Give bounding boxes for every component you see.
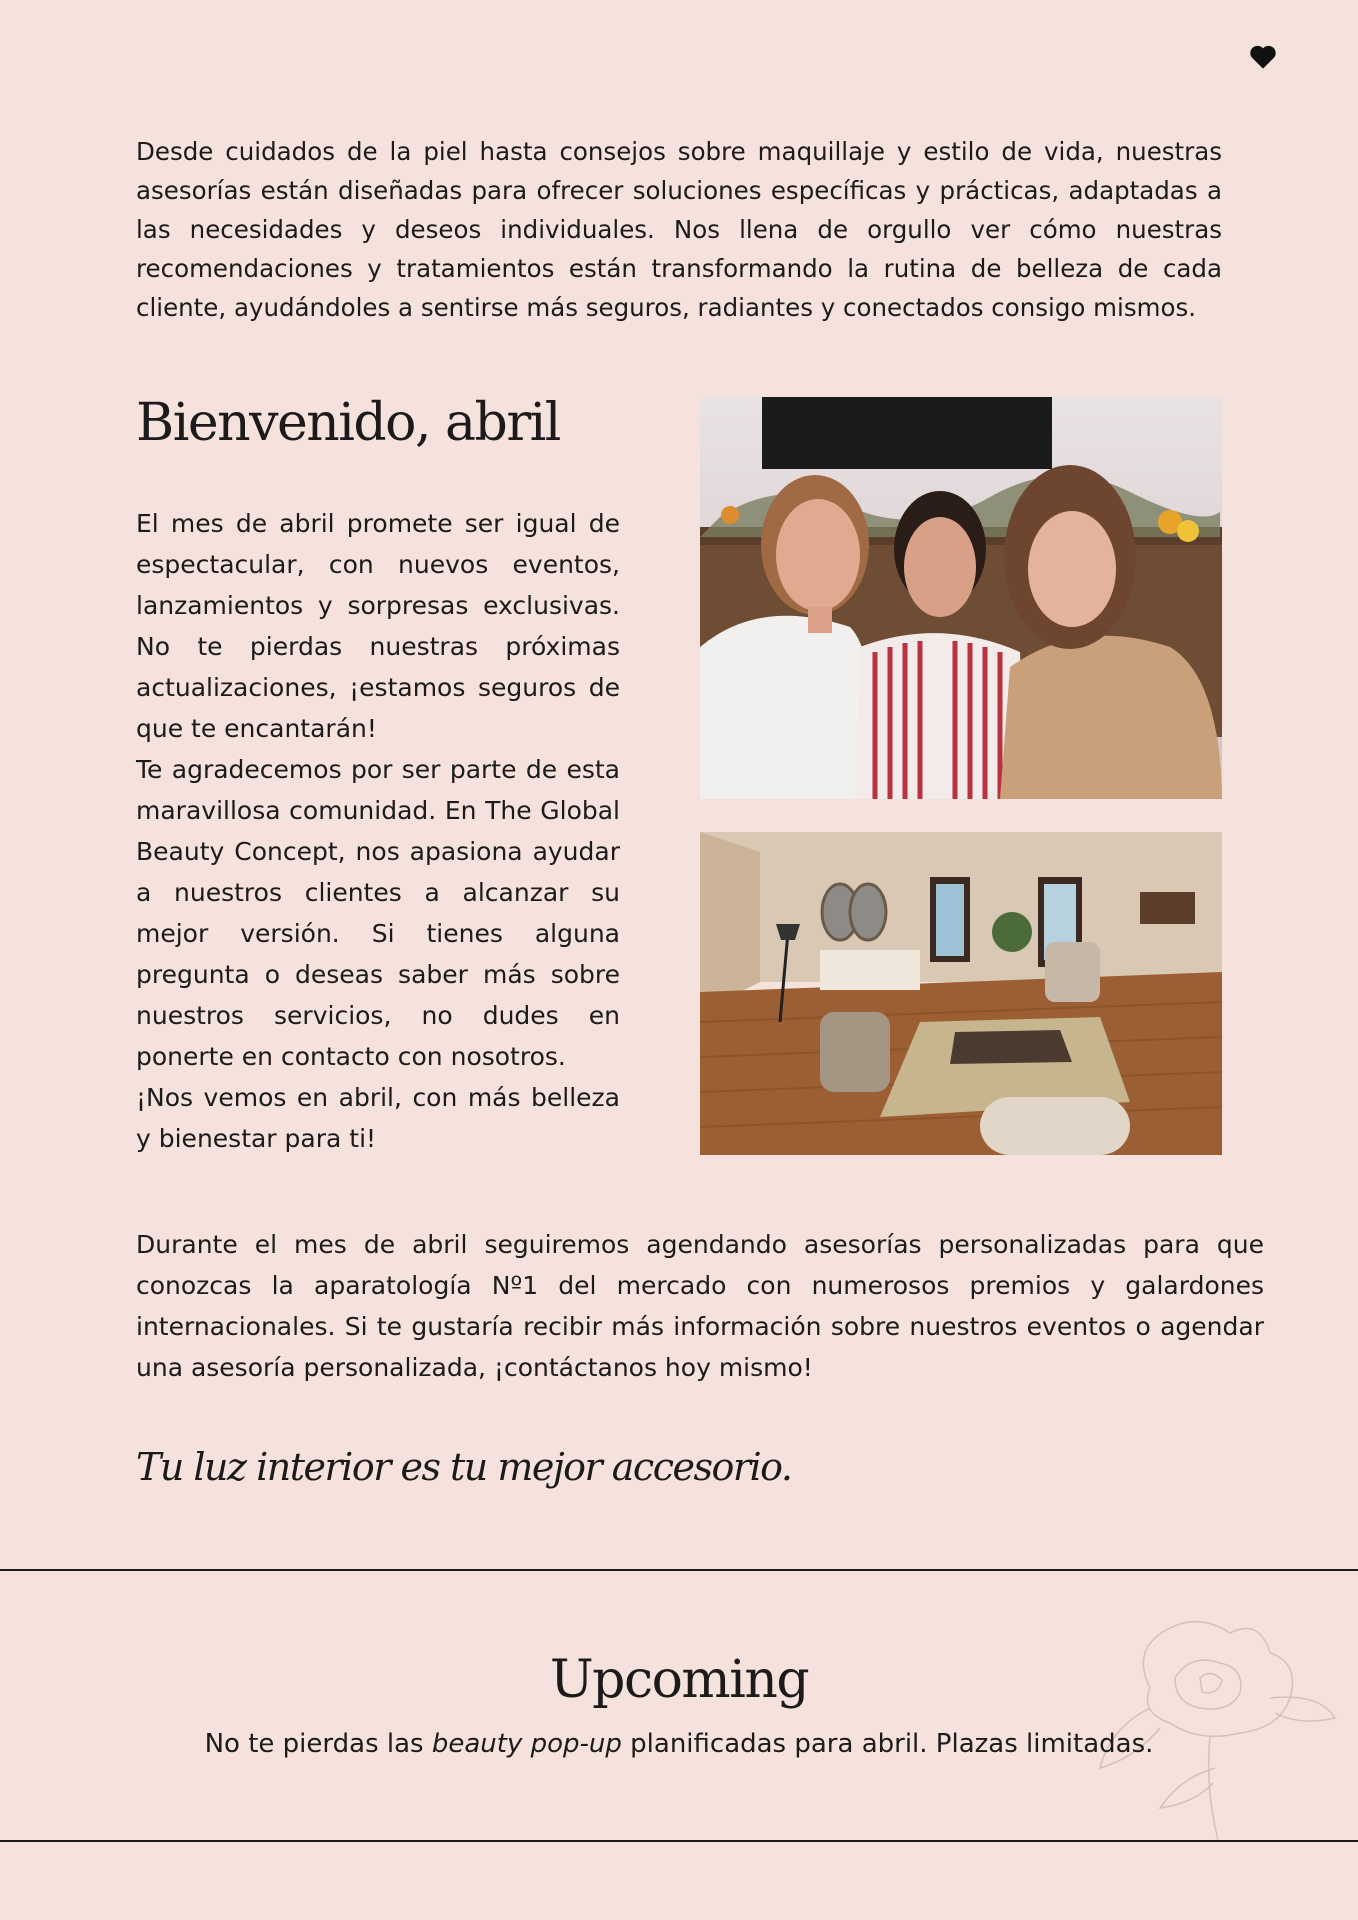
upcoming-text-start: No te pierdas las bbox=[204, 1729, 432, 1759]
welcome-body bbox=[136, 503, 620, 1159]
welcome-title: Bienvenido, abril bbox=[136, 393, 560, 453]
divider-top bbox=[0, 1569, 1358, 1571]
upcoming-text-emphasis: beauty pop-up bbox=[431, 1729, 622, 1759]
team-photo bbox=[700, 397, 1222, 799]
heart-icon bbox=[1249, 44, 1277, 70]
april-note-paragraph: Durante el mes de abril seguiremos agendando asesorías personalizadas para que conozcas la aparatología Nº1 del mercado con numerosos premios y galardones internacionales. Si te gustaría recibir más información sobre nuestros eventos o agendar una asesoría personalizada, ¡contáctanos hoy mismo! bbox=[136, 1230, 1264, 1382]
welcome-paragraph: ¡Nos vemos en abril, con más belleza y bienestar para ti! bbox=[136, 1083, 620, 1153]
welcome-paragraph: El mes de abril promete ser igual de espectacular, con nuevos eventos, lanzamientos y sorpresas exclusivas. No te pierdas nuestras próximas actualizaciones, ¡estamos seguros de que te encantarán! bbox=[136, 509, 620, 743]
intro-paragraph: Desde cuidados de la piel hasta consejos sobre maquillaje y estilo de vida, nuestras asesorías están diseñadas para ofrecer soluciones específicas y prácticas, adaptadas a las necesidades y deseos individuales. Nos llena de orgullo ver cómo nuestras recomendaciones y tratamientos están transformando la rutina de belleza de cada cliente, ayudándoles a sentirse más seguros, radiantes y conectados consigo mismos. bbox=[136, 137, 1222, 322]
upcoming-text-end: planificadas para abril. Plazas limitadas. bbox=[621, 1729, 1154, 1759]
quote: Tu luz interior es tu mejor accesorio. bbox=[136, 1445, 792, 1489]
welcome-paragraph: Te agradecemos por ser parte de esta maravillosa comunidad. En The Global Beauty Concept, nos apasiona ayudar a nuestros clientes a alcanzar su mejor versión. Si tienes alguna pregunta o deseas saber más sobre nuestros servicios, no dudes en ponerte en contacto con nosotros. bbox=[136, 755, 620, 1071]
upcoming-text bbox=[0, 1725, 1358, 1763]
upcoming-title: Upcoming bbox=[549, 1650, 809, 1710]
divider-bottom bbox=[0, 1840, 1358, 1842]
salon-photo bbox=[700, 832, 1222, 1155]
